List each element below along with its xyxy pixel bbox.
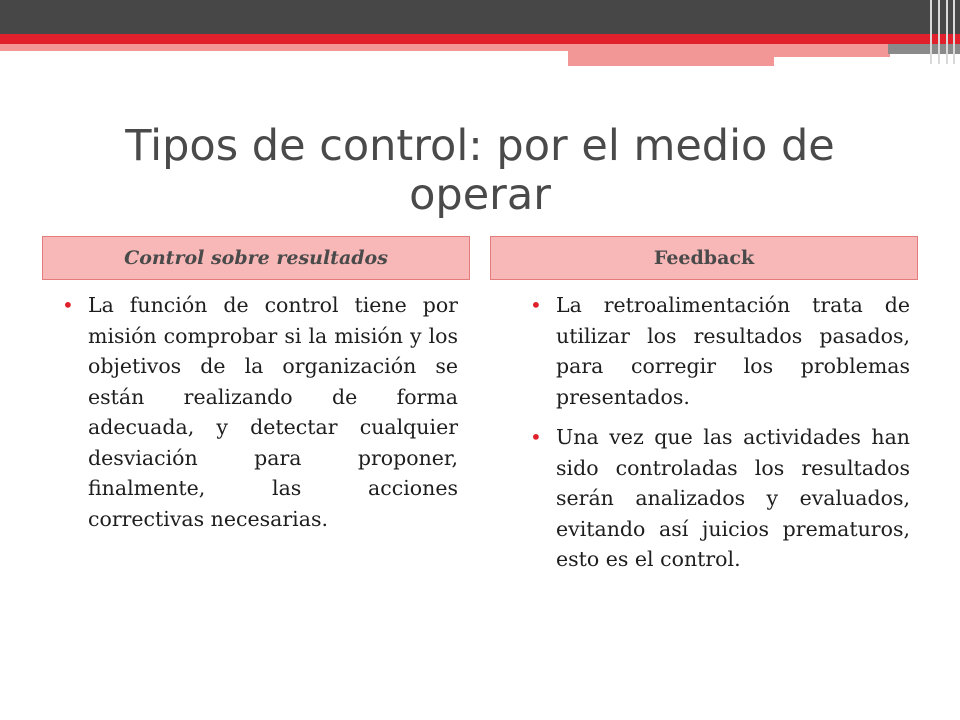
column-header-left (42, 236, 470, 280)
top-band-dark (0, 0, 960, 34)
bullet-list-right (520, 290, 910, 575)
top-band-pink (0, 44, 888, 51)
column-body-left (52, 290, 458, 544)
top-band-stripe (930, 0, 932, 64)
bullet-text: La retroalimentación trata de utilizar los resultados pasados, para corregir los problemas presentados. (556, 293, 910, 409)
bullet-dot-icon: • (62, 293, 74, 317)
top-band-stripe (938, 0, 940, 64)
top-decorative-band (0, 0, 960, 66)
top-band-stripe (953, 0, 955, 64)
top-band-red (0, 34, 960, 44)
column-header-right (490, 236, 918, 280)
top-band-grey-strip (888, 44, 960, 54)
column-header-right-label: Feedback (653, 247, 755, 269)
bullet-list-left (52, 290, 458, 534)
bullet-item (52, 290, 458, 534)
column-header-left-label: Control sobre resultados (124, 247, 388, 269)
bullet-dot-icon: • (530, 425, 542, 449)
bullet-item (520, 290, 910, 412)
slide-title: Tipos de control: por el medio de operar (125, 121, 835, 220)
bullet-text: Una vez que las actividades han sido controladas los resultados serán analizados y evaluados, evitando así juicios prematuros, esto es el control. (556, 425, 910, 571)
top-band-pink-shorter (568, 57, 774, 66)
bullet-item (520, 422, 910, 575)
bullet-dot-icon: • (530, 293, 542, 317)
top-band-stripe (946, 0, 948, 64)
bullet-text: La función de control tiene por misión comprobar si la misión y los objetivos de la organización se están realizando de forma adecuada, y detectar cualquier desviación para proponer, finalmente, las acciones correctivas necesarias. (88, 293, 458, 531)
column-body-right (520, 290, 910, 585)
